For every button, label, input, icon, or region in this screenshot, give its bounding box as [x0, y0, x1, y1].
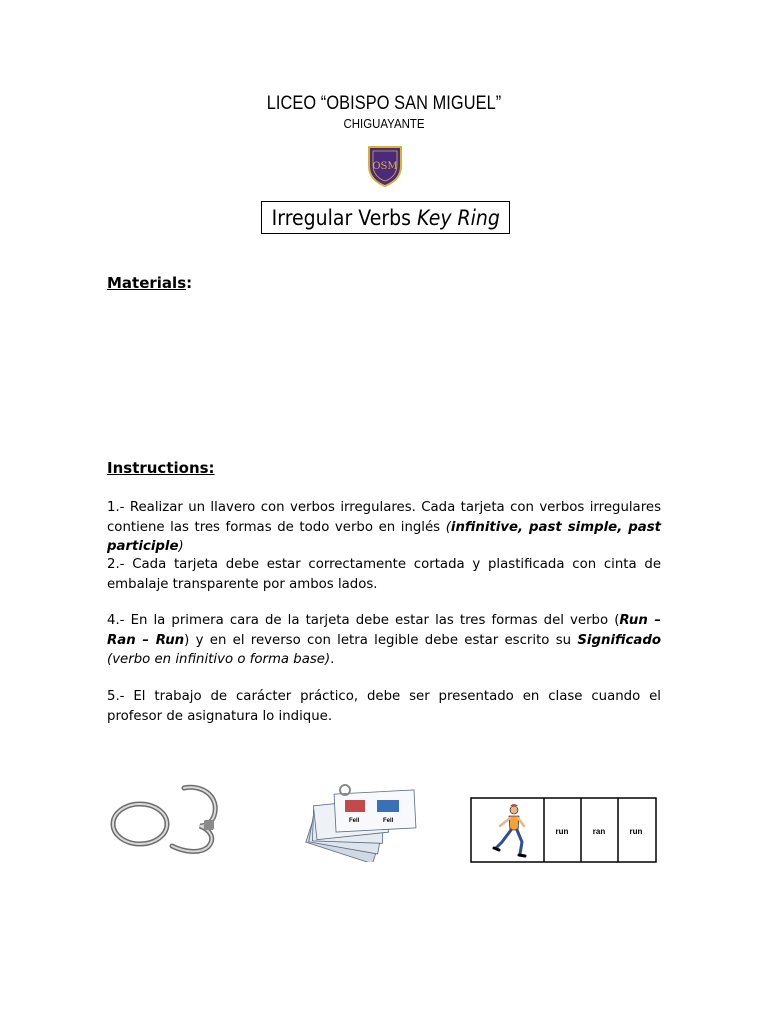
instructions-heading: Instructions: — [107, 459, 215, 477]
title-italic: Key Ring — [416, 205, 500, 230]
school-name: LICEO “OBISPO SAN MIGUEL” — [266, 93, 502, 114]
verb-card-table-image — [470, 796, 658, 864]
materials-heading: Materials: — [107, 274, 193, 292]
document-title — [261, 201, 510, 234]
table-cell-infinitive: run — [555, 827, 569, 836]
binder-rings-image — [108, 780, 223, 855]
instruction-item-2: 2.- Cada tarjeta debe estar correctamente cortada y plastificada con cinta de embalaje transparente por ambos lados. — [107, 557, 661, 592]
table-cell-past-simple: ran — [592, 827, 606, 836]
instruction-item-5: 5.- El trabajo de carácter práctico, debe ser presentado en clase cuando el profesor de asignatura lo indique. — [107, 689, 661, 724]
title-plain: Irregular Verbs — [271, 205, 417, 230]
school-crest-icon — [366, 144, 404, 188]
instruction-item-1: 1.- Realizar un llavero con verbos irregulares. Cada tarjeta con verbos irregulares contiene las tres formas de todo verbo en inglés (infinitive, past simple, past participle) — [107, 500, 661, 554]
table-cell-past-participle: run — [629, 827, 643, 836]
card-label-2: Fell — [383, 818, 394, 824]
card-label-1: Fell — [349, 818, 360, 824]
instruction-item-4: 4.- En la primera cara de la tarjeta debe estar las tres formas del verbo (Run – Ran – Run) y en el reverso con letra legible debe estar escrito su Significado (verbo en infinitivo o forma base). — [107, 613, 661, 667]
school-city: CHIGUAYANTE — [343, 116, 425, 131]
verb-cards-image — [305, 782, 420, 862]
crest-text: OSM — [372, 161, 398, 172]
